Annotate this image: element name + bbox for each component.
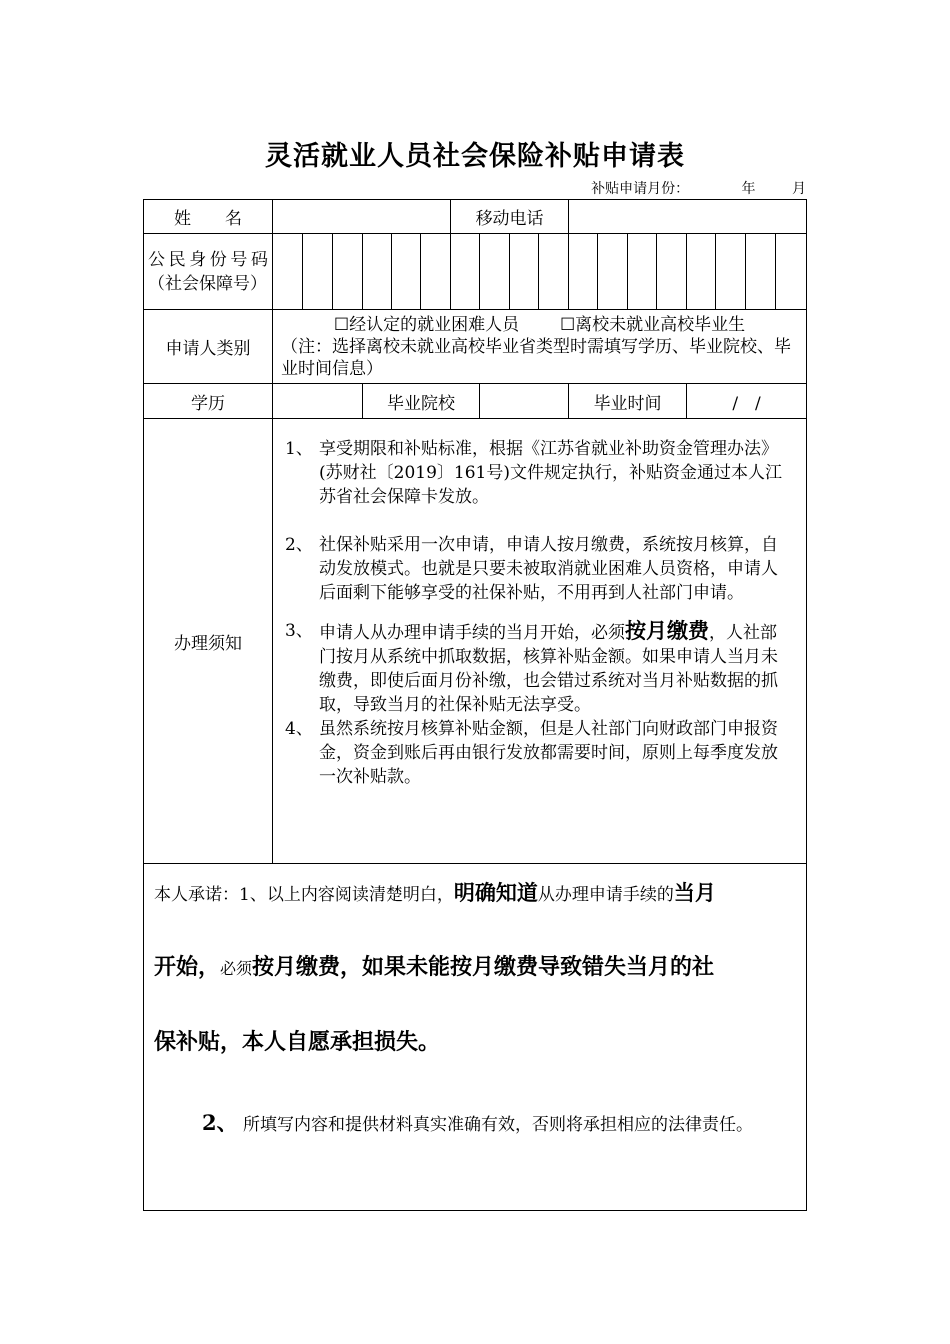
application-form-table	[143, 199, 807, 1211]
notice-number: 1、	[285, 439, 313, 459]
category-option-graduate-checkbox[interactable]: ☐离校未就业高校毕业生	[559, 314, 746, 335]
pledge-section	[144, 864, 807, 1211]
id-digit-box[interactable]	[628, 234, 657, 310]
id-digit-box[interactable]	[716, 234, 746, 310]
school-label: 毕业院校	[363, 384, 480, 419]
id-digit-box[interactable]	[303, 234, 333, 310]
id-digit-box[interactable]	[687, 234, 716, 310]
id-digit-box[interactable]	[539, 234, 569, 310]
form-title: 灵活就业人员社会保险补贴申请表	[265, 141, 685, 172]
id-digit-box[interactable]	[333, 234, 363, 310]
notice-number: 4、	[285, 719, 313, 739]
category-options	[281, 314, 798, 336]
name-label: 姓 名	[144, 200, 273, 234]
id-digit-box[interactable]	[392, 234, 421, 310]
pledge-item-2	[154, 1101, 796, 1147]
notice-item-2	[285, 533, 792, 605]
phone-input[interactable]	[569, 200, 807, 234]
school-input[interactable]	[480, 384, 569, 419]
category-label: 申请人类别	[144, 310, 273, 384]
education-input[interactable]	[273, 384, 363, 419]
id-digit-box[interactable]	[657, 234, 687, 310]
name-input[interactable]	[273, 200, 451, 234]
notice-label: 办理须知	[144, 419, 273, 864]
notice-item-3	[285, 619, 792, 717]
pledge-text: 本人承诺：1、以上内容阅读清楚明白，	[154, 885, 454, 905]
id-number-label: 公民身份号码（社会保障号）	[144, 234, 273, 310]
notice-item-1	[285, 437, 792, 509]
id-digit-box[interactable]	[363, 234, 392, 310]
education-label: 学历	[144, 384, 273, 419]
pledge-line-3: 保补贴，本人自愿承担损失。	[154, 1030, 441, 1055]
id-digit-box[interactable]	[569, 234, 598, 310]
graduation-time-input[interactable]: / /	[687, 384, 807, 419]
notice-text: ，人社部门按月从系统中抓取数据，核算补贴金额。如果申请人当月未缴费，即使后面月份补缴，也会错过系统对当月补贴数据的抓取，导致当月的社保补贴无法享受。	[319, 623, 778, 715]
application-month-label: 补贴申请月份：	[591, 181, 690, 197]
application-month-line	[591, 178, 806, 198]
pledge-text: 必须	[220, 959, 253, 978]
notice-text: 虽然系统按月核算补贴金额，但是人社部门向财政部门申报资金，资金到账后再由银行发放都需要时间，原则上每季度发放一次补贴款。	[319, 719, 778, 787]
month-field[interactable]: 月	[792, 181, 806, 197]
id-digit-box[interactable]	[480, 234, 510, 310]
notice-number: 3、	[285, 621, 313, 641]
id-digit-box[interactable]	[746, 234, 776, 310]
pledge-emphasis: 明确知道	[453, 881, 538, 905]
pledge-text: 所填写内容和提供材料真实准确有效，否则将承担相应的法律责任。	[243, 1115, 754, 1135]
id-digit-box[interactable]	[598, 234, 628, 310]
pledge-text: 从办理申请手续的	[537, 885, 674, 905]
pledge-emphasis: 当月	[673, 881, 716, 905]
id-digit-box[interactable]	[510, 234, 539, 310]
notice-text: 享受期限和补贴标准，根据《江苏省就业补助资金管理办法》(苏财社〔2019〕161号)文件规定执行，补贴资金通过本人江苏省社会保障卡发放。	[319, 439, 782, 507]
phone-label: 移动电话	[451, 200, 569, 234]
notice-item-4	[285, 717, 792, 789]
notice-content	[273, 419, 807, 864]
notice-text: 社保补贴采用一次申请，申请人按月缴费，系统按月核算，自动发放模式。也就是只要未被取消就业困难人员资格，申请人后面剩下能够享受的社保补贴，不用再到人社部门申请。	[319, 535, 778, 603]
id-digit-box[interactable]	[776, 234, 807, 310]
pledge-line-2	[154, 950, 796, 987]
pledge-emphasis: 开始，	[154, 955, 221, 980]
pledge-number: 2、	[202, 1110, 238, 1135]
category-cell	[273, 310, 807, 384]
id-digit-box[interactable]	[451, 234, 480, 310]
graduation-time-label: 毕业时间	[569, 384, 687, 419]
category-option-difficulty-checkbox[interactable]: ☐经认定的就业困难人员	[333, 314, 520, 335]
pledge-emphasis: 按月缴费，如果未能按月缴费导致错失当月的社	[252, 955, 715, 980]
category-note: （注：选择离校未就业高校毕业省类型时需填写学历、毕业院校、毕业时间信息）	[281, 336, 791, 379]
notice-number: 2、	[285, 535, 313, 555]
pledge-line-1	[154, 876, 796, 912]
id-digit-box[interactable]	[421, 234, 451, 310]
notice-text: 申请人从办理申请手续的当月开始，必须	[319, 623, 625, 643]
id-digit-box[interactable]	[273, 234, 303, 310]
year-field[interactable]: 年	[741, 181, 756, 197]
notice-emphasis: 按月缴费	[625, 619, 709, 643]
